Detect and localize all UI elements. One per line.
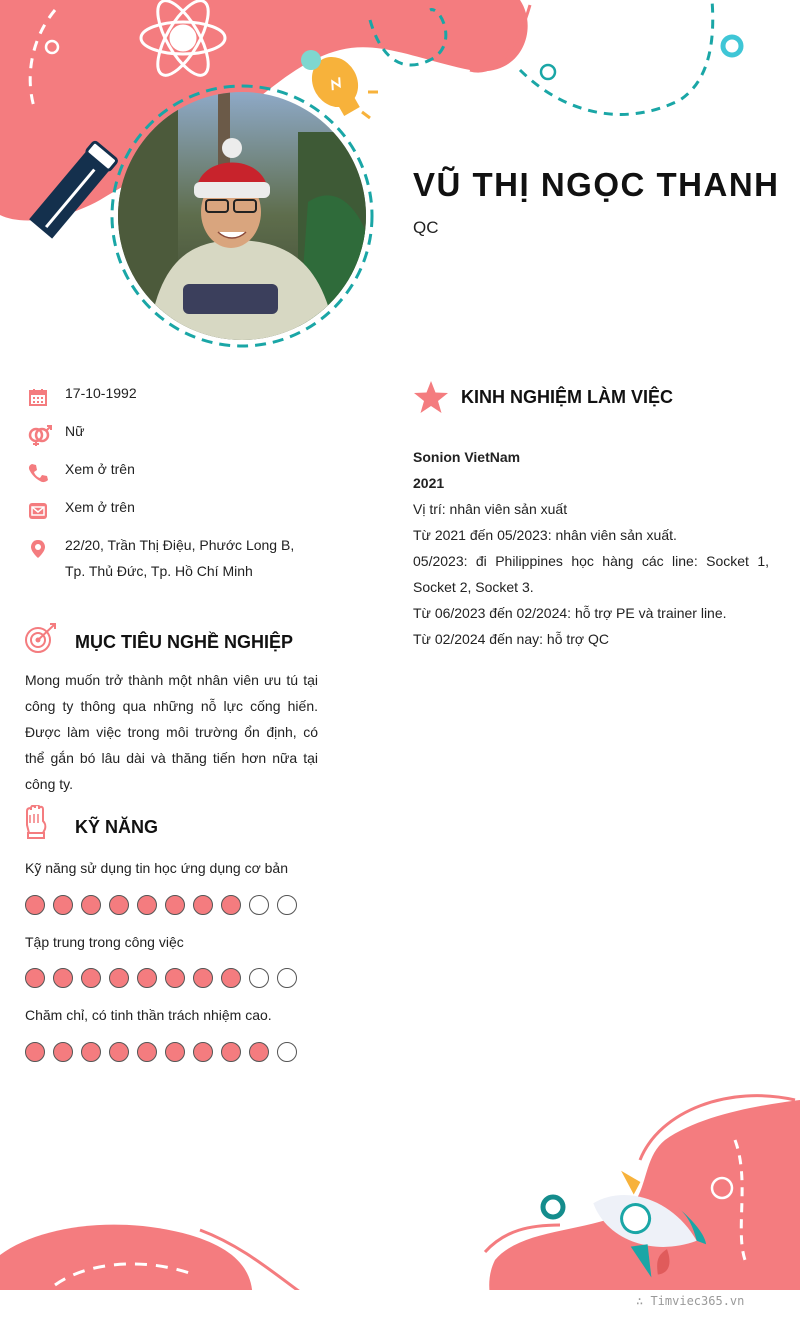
rating-dot-empty xyxy=(277,895,297,915)
rating-dot-empty xyxy=(249,968,269,988)
profile-photo xyxy=(118,92,366,340)
rating-dot-filled xyxy=(165,1042,185,1062)
rating-dot-filled xyxy=(221,968,241,988)
skill-label-1: Kỹ năng sử dụng tin học ứng dụng cơ bản xyxy=(25,860,288,876)
gender-value: Nữ xyxy=(65,423,85,439)
experience-line: Từ 2021 đến 05/2023: nhân viên sản xuất. xyxy=(413,527,677,543)
rating-dot-empty xyxy=(277,1042,297,1062)
contact-info xyxy=(28,385,318,593)
skill-label-2: Tập trung trong công việc xyxy=(25,934,184,950)
target-icon xyxy=(24,622,58,661)
rating-dot-empty xyxy=(277,968,297,988)
rating-dot-filled xyxy=(53,1042,73,1062)
phone-icon xyxy=(28,461,65,483)
skill-label-3: Chăm chỉ, có tinh thần trách nhiệm cao. xyxy=(25,1007,272,1023)
rating-dot-filled xyxy=(109,1042,129,1062)
skill-rating-2 xyxy=(25,968,297,988)
location-pin-icon xyxy=(28,537,65,559)
objective-title: MỤC TIÊU NGHỀ NGHIỆP xyxy=(75,632,294,652)
experience-line: Từ 06/2023 đến 02/2024: hỗ trợ PE và trainer line. xyxy=(413,605,727,621)
email-value: Xem ở trên xyxy=(65,499,135,515)
profile-photo-frame xyxy=(108,82,376,350)
rating-dot-filled xyxy=(25,895,45,915)
experience-line: 05/2023: đi Philippines học hàng các line: Socket 1, Socket 2, Socket 3. xyxy=(413,553,769,595)
rating-dot-filled xyxy=(137,1042,157,1062)
rating-dot-filled xyxy=(165,895,185,915)
objective-text: Mong muốn trở thành một nhân viên ưu tú tại công ty thông qua những nỗ lực cống hiến. Được làm việc trong môi trường ổn định, có thể gắn bó lâu dài và thăng tiến hơn nữa tại công ty. xyxy=(25,672,318,792)
star-icon xyxy=(413,380,449,419)
birthday-value: 17-10-1992 xyxy=(65,385,137,401)
company-name: Sonion VietNam xyxy=(413,449,521,465)
rating-dot-filled xyxy=(25,968,45,988)
rating-dot-filled xyxy=(221,1042,241,1062)
address-row xyxy=(28,537,318,593)
rating-dot-filled xyxy=(165,968,185,988)
candidate-name: VŨ THỊ NGỌC THANH xyxy=(413,166,780,203)
rating-dot-filled xyxy=(193,1042,213,1062)
experience-block xyxy=(413,444,769,652)
calendar-icon xyxy=(28,385,65,407)
rating-dot-filled xyxy=(53,895,73,915)
experience-line: Vị trí: nhân viên sản xuất xyxy=(413,501,568,517)
rating-dot-filled xyxy=(137,895,157,915)
rating-dot-filled xyxy=(25,1042,45,1062)
rating-dot-filled xyxy=(193,895,213,915)
rating-dot-filled xyxy=(81,1042,101,1062)
rating-dot-filled xyxy=(109,968,129,988)
phone-value: Xem ở trên xyxy=(65,461,135,477)
watermark: ∴ Timviec365.vn xyxy=(636,1294,745,1308)
skill-rating-3 xyxy=(25,1042,297,1062)
rating-dot-filled xyxy=(81,968,101,988)
address-value: 22/20, Trần Thị Điệu, Phước Long B, Tp. Thủ Đức, Tp. Hồ Chí Minh xyxy=(65,537,295,579)
rating-dot-filled xyxy=(249,1042,269,1062)
rating-dot-empty xyxy=(249,895,269,915)
rating-dot-filled xyxy=(109,895,129,915)
rating-dot-filled xyxy=(53,968,73,988)
gender-icon xyxy=(28,423,65,447)
fist-icon xyxy=(24,805,48,844)
experience-year: 2021 xyxy=(413,475,445,491)
rating-dot-filled xyxy=(81,895,101,915)
skills-title: KỸ NĂNG xyxy=(75,817,159,837)
rating-dot-filled xyxy=(221,895,241,915)
job-title: QC xyxy=(413,218,439,237)
rating-dot-filled xyxy=(137,968,157,988)
experience-title: KINH NGHIỆM LÀM VIỆC xyxy=(461,387,674,407)
email-icon xyxy=(28,499,65,521)
skill-rating-1 xyxy=(25,895,297,915)
rating-dot-filled xyxy=(193,968,213,988)
experience-line: Từ 02/2024 đến nay: hỗ trợ QC xyxy=(413,631,609,647)
